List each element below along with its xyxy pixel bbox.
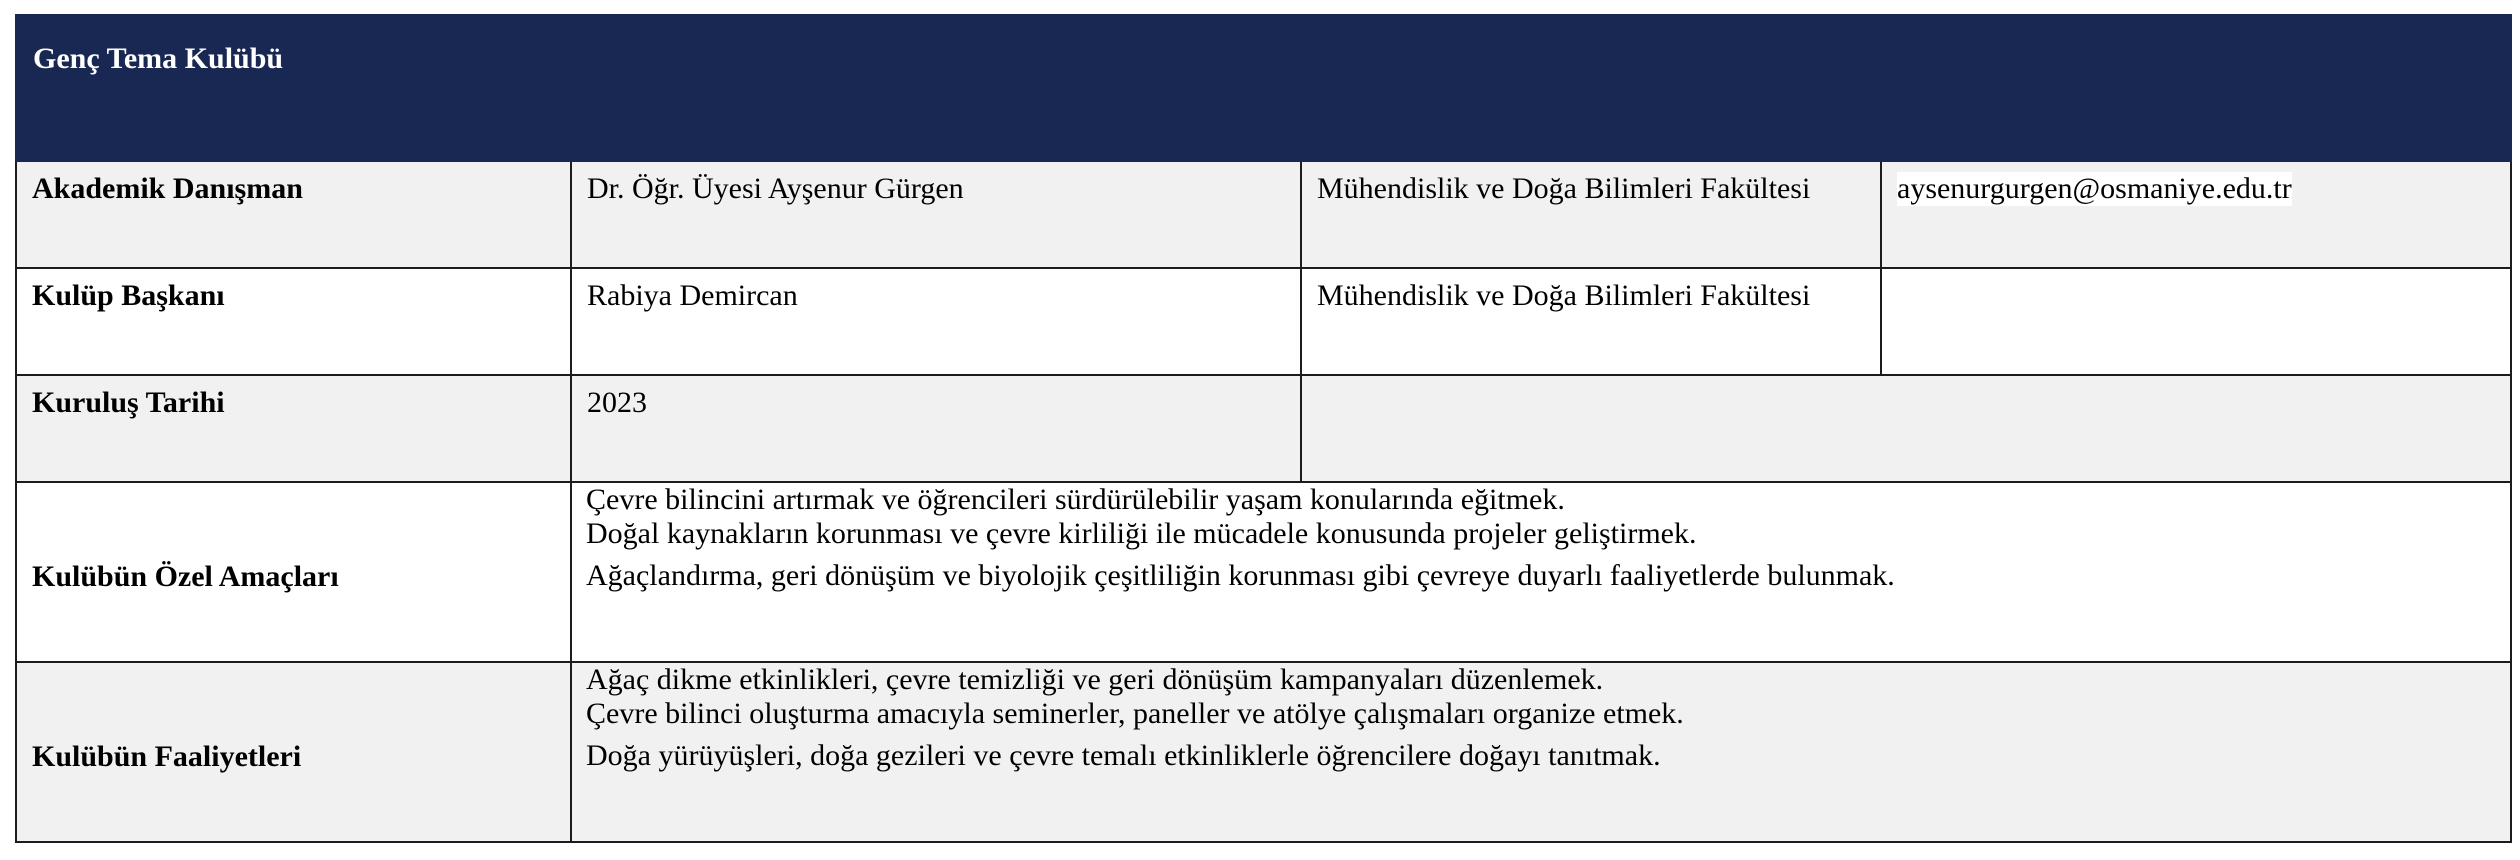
advisor-row — [16, 161, 2511, 268]
advisor-email-cell — [1881, 161, 2511, 268]
advisor-email[interactable]: aysenurgurgen@osmaniye.edu.tr — [1897, 172, 2292, 205]
goal-item: Ağaçlandırma, geri dönüşüm ve biyolojik çeşitliliğin korunması gibi çevreye duyarlı faaliyetlerde bulunmak. — [586, 559, 1895, 592]
goals-list — [572, 483, 2510, 593]
founded-year: 2023 — [571, 375, 1301, 482]
activity-item: Çevre bilinci oluşturma amacıyla seminerler, paneller ve atölye çalışmaları organize etmek. — [586, 697, 1684, 730]
advisor-faculty: Mühendislik ve Doğa Bilimleri Fakültesi — [1301, 161, 1881, 268]
activity-item: Doğa yürüyüşleri, doğa gezileri ve çevre temalı etkinliklerle öğrencilere doğayı tanıtmak. — [586, 739, 1661, 772]
advisor-label: Akademik Danışman — [16, 161, 571, 268]
activities-row — [16, 662, 2511, 842]
president-name: Rabiya Demircan — [571, 268, 1301, 375]
club-info-document — [15, 14, 2510, 843]
goals-row — [16, 482, 2511, 662]
goals-cell — [571, 482, 2511, 662]
president-email — [1881, 268, 2511, 375]
goals-label: Kulübün Özel Amaçları — [16, 482, 571, 662]
advisor-name: Dr. Öğr. Üyesi Ayşenur Gürgen — [571, 161, 1301, 268]
activities-cell — [571, 662, 2511, 842]
founded-row — [16, 375, 2511, 482]
header-row — [16, 15, 2511, 161]
president-row — [16, 268, 2511, 375]
goal-item: Çevre bilincini artırmak ve öğrencileri sürdürülebilir yaşam konularında eğitmek. — [586, 483, 1565, 516]
activity-item: Ağaç dikme etkinlikleri, çevre temizliği ve geri dönüşüm kampanyaları düzenlemek. — [586, 663, 1604, 696]
founded-label: Kuruluş Tarihi — [16, 375, 571, 482]
activities-list — [572, 663, 2510, 773]
goal-item: Doğal kaynakların korunması ve çevre kirliliği ile mücadele konusunda projeler geliştirmek. — [586, 517, 1697, 550]
activities-label: Kulübün Faaliyetleri — [16, 662, 571, 842]
club-title: Genç Tema Kulübü — [16, 15, 2511, 161]
founded-empty-cell — [1301, 375, 2511, 482]
president-faculty: Mühendislik ve Doğa Bilimleri Fakültesi — [1301, 268, 1881, 375]
club-info-table — [15, 14, 2512, 843]
president-label: Kulüp Başkanı — [16, 268, 571, 375]
